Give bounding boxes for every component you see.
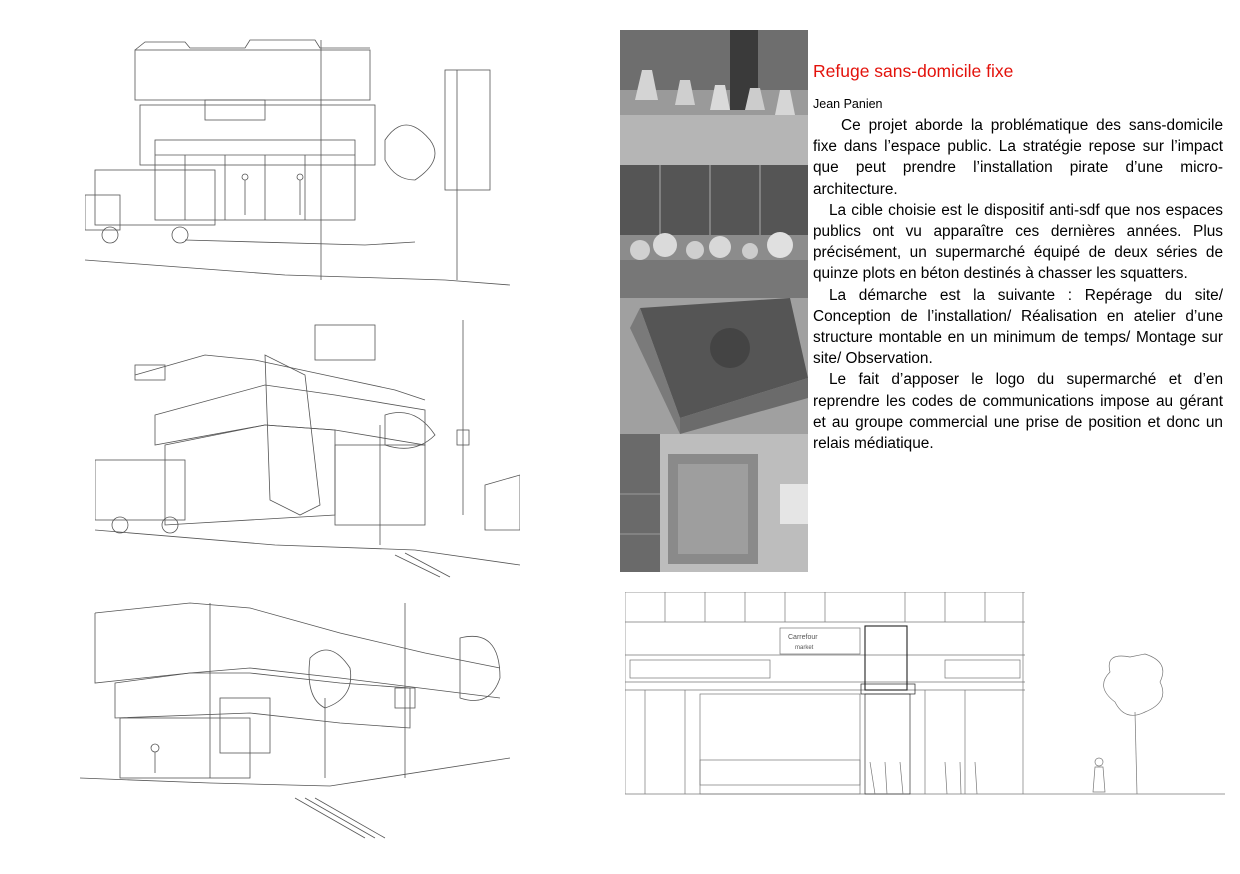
photo-concrete-spheres bbox=[620, 165, 808, 298]
project-description bbox=[813, 60, 1223, 454]
photo-recessed-niche bbox=[620, 434, 808, 572]
author-name: Jean Panien bbox=[813, 97, 883, 111]
paragraph-intro: Ce projet aborde la problématique des sans-domicile fixe dans l’espace public. La stratégie repose sur l’impact que peut prendre l’installation pirate d’une micro-architecture. bbox=[813, 117, 1223, 198]
paragraph-target: La cible choisie est le dispositif anti-sdf que nos espaces publics ont vu apparaître ces dernières années. Plus précisément, un supermarché équipé de deux séries de quinze plots en béton destinés à chasser les squatters. bbox=[813, 201, 1223, 283]
photo-brick-planter bbox=[620, 298, 808, 434]
sketch-installation-construction bbox=[95, 315, 520, 580]
elevation-drawing bbox=[625, 592, 1225, 822]
paragraph-method: La démarche est la suivante : Repérage du site/ Conception de l’installation/ Réalisation en atelier d’une structure montable en un minimum de temps/ Montage sur site/ Observation. bbox=[813, 286, 1223, 368]
sketch-installation-completed bbox=[80, 598, 510, 848]
sketch-street-corner-before bbox=[85, 30, 510, 300]
paragraph-logo: Le fait d’apposer le logo du supermarché et d’en reprendre les codes de communications impose au gérant et au groupe commercial une prise de position et donc un relais médiatique. bbox=[813, 371, 1223, 453]
project-title: Refuge sans-domicile fixe bbox=[813, 61, 1014, 81]
elevation-sign-text: Carrefour bbox=[788, 634, 818, 641]
photo-concrete-bollards bbox=[620, 30, 808, 165]
svg-text:market: market bbox=[795, 645, 814, 651]
